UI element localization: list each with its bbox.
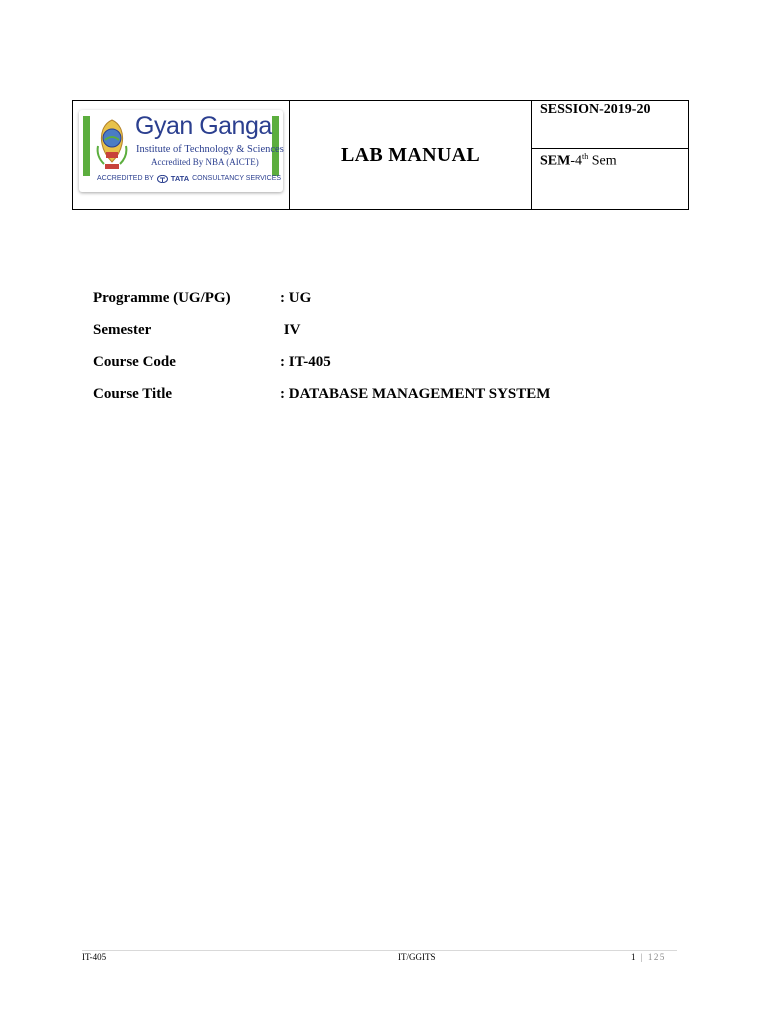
logo-tcs-line xyxy=(97,174,281,183)
institute-logo xyxy=(79,110,283,192)
semester-header xyxy=(532,149,688,170)
meta-cell xyxy=(532,101,688,209)
logo-accreditation: Accredited By NBA (AICTE) xyxy=(151,157,259,167)
footer-course-code: IT-405 xyxy=(82,952,107,962)
footer-department: IT/GGITS xyxy=(398,952,436,962)
title-cell xyxy=(290,101,532,209)
footer-page-indicator xyxy=(631,952,666,962)
page-number: 1 xyxy=(631,952,637,962)
tcs-suffix: CONSULTANCY SERVICES xyxy=(192,175,282,182)
logo-cell xyxy=(73,101,290,209)
info-value: : UG xyxy=(280,290,312,306)
emblem-icon xyxy=(93,116,131,172)
sem-label: SEM xyxy=(540,153,571,169)
info-label: Programme (UG/PG) xyxy=(93,290,231,306)
tata-icon xyxy=(157,175,168,183)
sem-number: -4 xyxy=(570,153,583,169)
logo-subtitle: Institute of Technology & Sciences xyxy=(136,144,284,155)
logo-green-bar-left xyxy=(83,116,90,176)
info-label: Course Title xyxy=(93,386,173,402)
header-table xyxy=(72,100,689,210)
sem-ordinal: th xyxy=(582,152,589,161)
info-label: Semester xyxy=(93,322,152,338)
info-value: : DATABASE MANAGEMENT SYSTEM xyxy=(280,386,551,402)
page-total: 125 xyxy=(647,952,666,962)
tcs-prefix: ACCREDITED BY xyxy=(97,175,154,182)
page-separator: | xyxy=(637,952,648,962)
session-label: SESSION-2019-20 xyxy=(532,101,688,149)
info-value: IV xyxy=(280,322,301,338)
sem-suffix: Sem xyxy=(588,153,617,169)
info-label: Course Code xyxy=(93,354,176,370)
logo-name: Gyan Ganga xyxy=(135,112,272,140)
footer-divider xyxy=(82,950,677,951)
tcs-brand: TATA xyxy=(170,174,190,183)
info-value: : IT-405 xyxy=(280,354,331,370)
document-title: LAB MANUAL xyxy=(340,143,481,166)
